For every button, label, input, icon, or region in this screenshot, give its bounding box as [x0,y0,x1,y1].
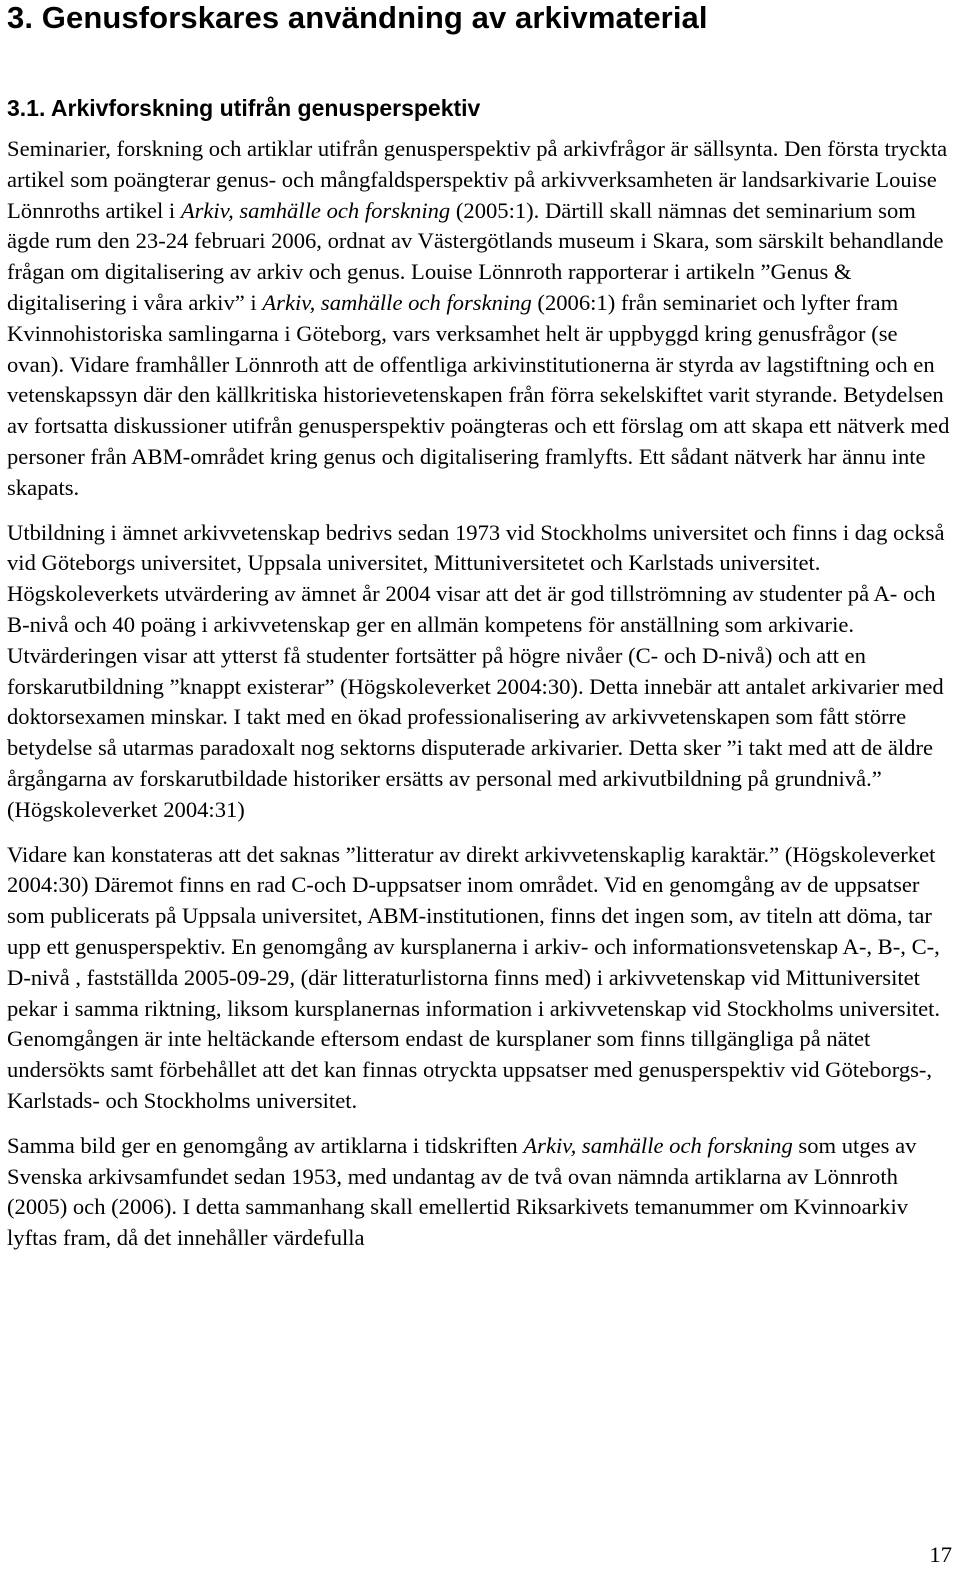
body-paragraph-1 [7,134,953,504]
paragraph-text: Samma bild ger en genomgång av artiklarna i tidskriften [7,1132,524,1158]
subsection-heading: 3.1. Arkivforskning utifrån genusperspektiv [7,95,481,121]
journal-title: Arkiv, samhälle och forskning [523,1132,793,1158]
document-page [7,0,953,1254]
paragraph-text: som utges av Svenska arkivsamfundet sedan 1953, med undantag av de två ovan nämnda artiklarna av Lönnroth (2005) och (2006). I detta sammanhang skall emellertid Riksarkivets temanummer om Kvinnoarkiv lyftas fram, då det innehåller värdefulla [7,1132,917,1251]
paragraph-text: (2006:1) från seminariet och lyfter fram Kvinnohistoriska samlingarna i Göteborg, vars verksamhet helt är uppbyggd kring genusfrågor (se ovan). Vidare framhåller Lönnroth att de offentliga arkivinstitutionerna är styrda av lagstiftning och en vetenskapssyn där den källkritiska historievetenskapen från förra sekelskiftet varit styrande. Betydelsen av fortsatta diskussioner utifrån genusperspektiv poängteras och ett förslag om att skapa ett nätverk med personer från ABM-området kring genus och digitalisering framlyfts. Ett sådant nätverk har ännu inte skapats. [7,289,950,500]
body-paragraph-4 [7,1131,953,1254]
journal-title: Arkiv, samhälle och forskning [262,289,532,315]
page-number: 17 [929,1542,952,1567]
body-paragraph-2 [7,518,953,826]
paragraph-text: Seminarier, forskning och artiklar utifrån genusperspektiv på arkivfrågor är sällsynta. Den första tryckta artikel som poängterar genus- och mångfaldsperspektiv på arkivverksamheten är landsarkivarie Louise Lönnroths artikel i [7,136,948,223]
paragraph-text: Vidare kan konstateras att det saknas ”litteratur av direkt arkivvetenskaplig karaktär.” (Högskoleverket 2004:30) Däremot finns en rad C-och D-uppsatser inom området. Vid en genomgång av de uppsatser som publicerats på Uppsala universitet, ABM-institutionen, finns det ingen som, av titeln att döma, tar upp ett genusperspektiv. En genomgång av kursplanerna i arkiv- och informationsvetenskap A-, B-, C-, D-nivå , fastställda 2005-09-29, (där litteraturlistorna finns med) i arkivvetenskap vid Mittuniversitet pekar i samma riktning, liksom kursplanernas information i arkivvetenskap vid Stockholms universitet. Genomgången är inte heltäckande eftersom endast de kursplaner som finns tillgängliga på nätet undersökts samt förbehållet att det kan finnas otryckta uppsatser med genusperspektiv vid Göteborgs-, Karlstads- och Stockholms universitet. [7,841,941,1113]
journal-title: Arkiv, samhälle och forskning [180,197,451,223]
paragraph-text: Utbildning i ämnet arkivvetenskap bedrivs sedan 1973 vid Stockholms universitet och finns i dag också vid Göteborgs universitet, Uppsala universitet, Mittuniversitetet och Karlstads universitet. Högskoleverkets utvärdering av ämnet år 2004 visar att det är god tillströmning av studenter på A- och B-nivå och 40 poäng i arkivvetenskap ger en allmän kompetens för anställning som arkivarie. Utvärderingen visar att ytterst få studenter fortsätter på högre nivåer (C- och D-nivå) och att en forskarutbildning ”knappt existerar” (Högskoleverket 2004:30). Detta innebär att antalet arkivarier med doktorsexamen minskar. I takt med en ökad professionalisering av arkivvetenskapen som fått större betydelse så utarmas paradoxalt nog sektorns disputerade arkivarier. Detta sker ”i takt med att de äldre årgångarna av forskarutbildade historiker ersätts av personal med arkivutbildning på grundnivå.” (Högskoleverket 2004:31) [7,519,945,822]
paragraph-text: (2005:1). Därtill skall nämnas det seminarium som ägde rum den 23-24 februari 2006, ordnat av Västergötlands museum i Skara, som särskilt behandlande frågan om digitalisering av arkiv och genus. Louise Lönnroth rapporterar i artikeln ”Genus & digitalisering i våra arkiv” i [7,197,944,315]
section-heading: 3. Genusforskares användning av arkivmaterial [7,0,708,35]
body-paragraph-3 [7,840,953,1117]
